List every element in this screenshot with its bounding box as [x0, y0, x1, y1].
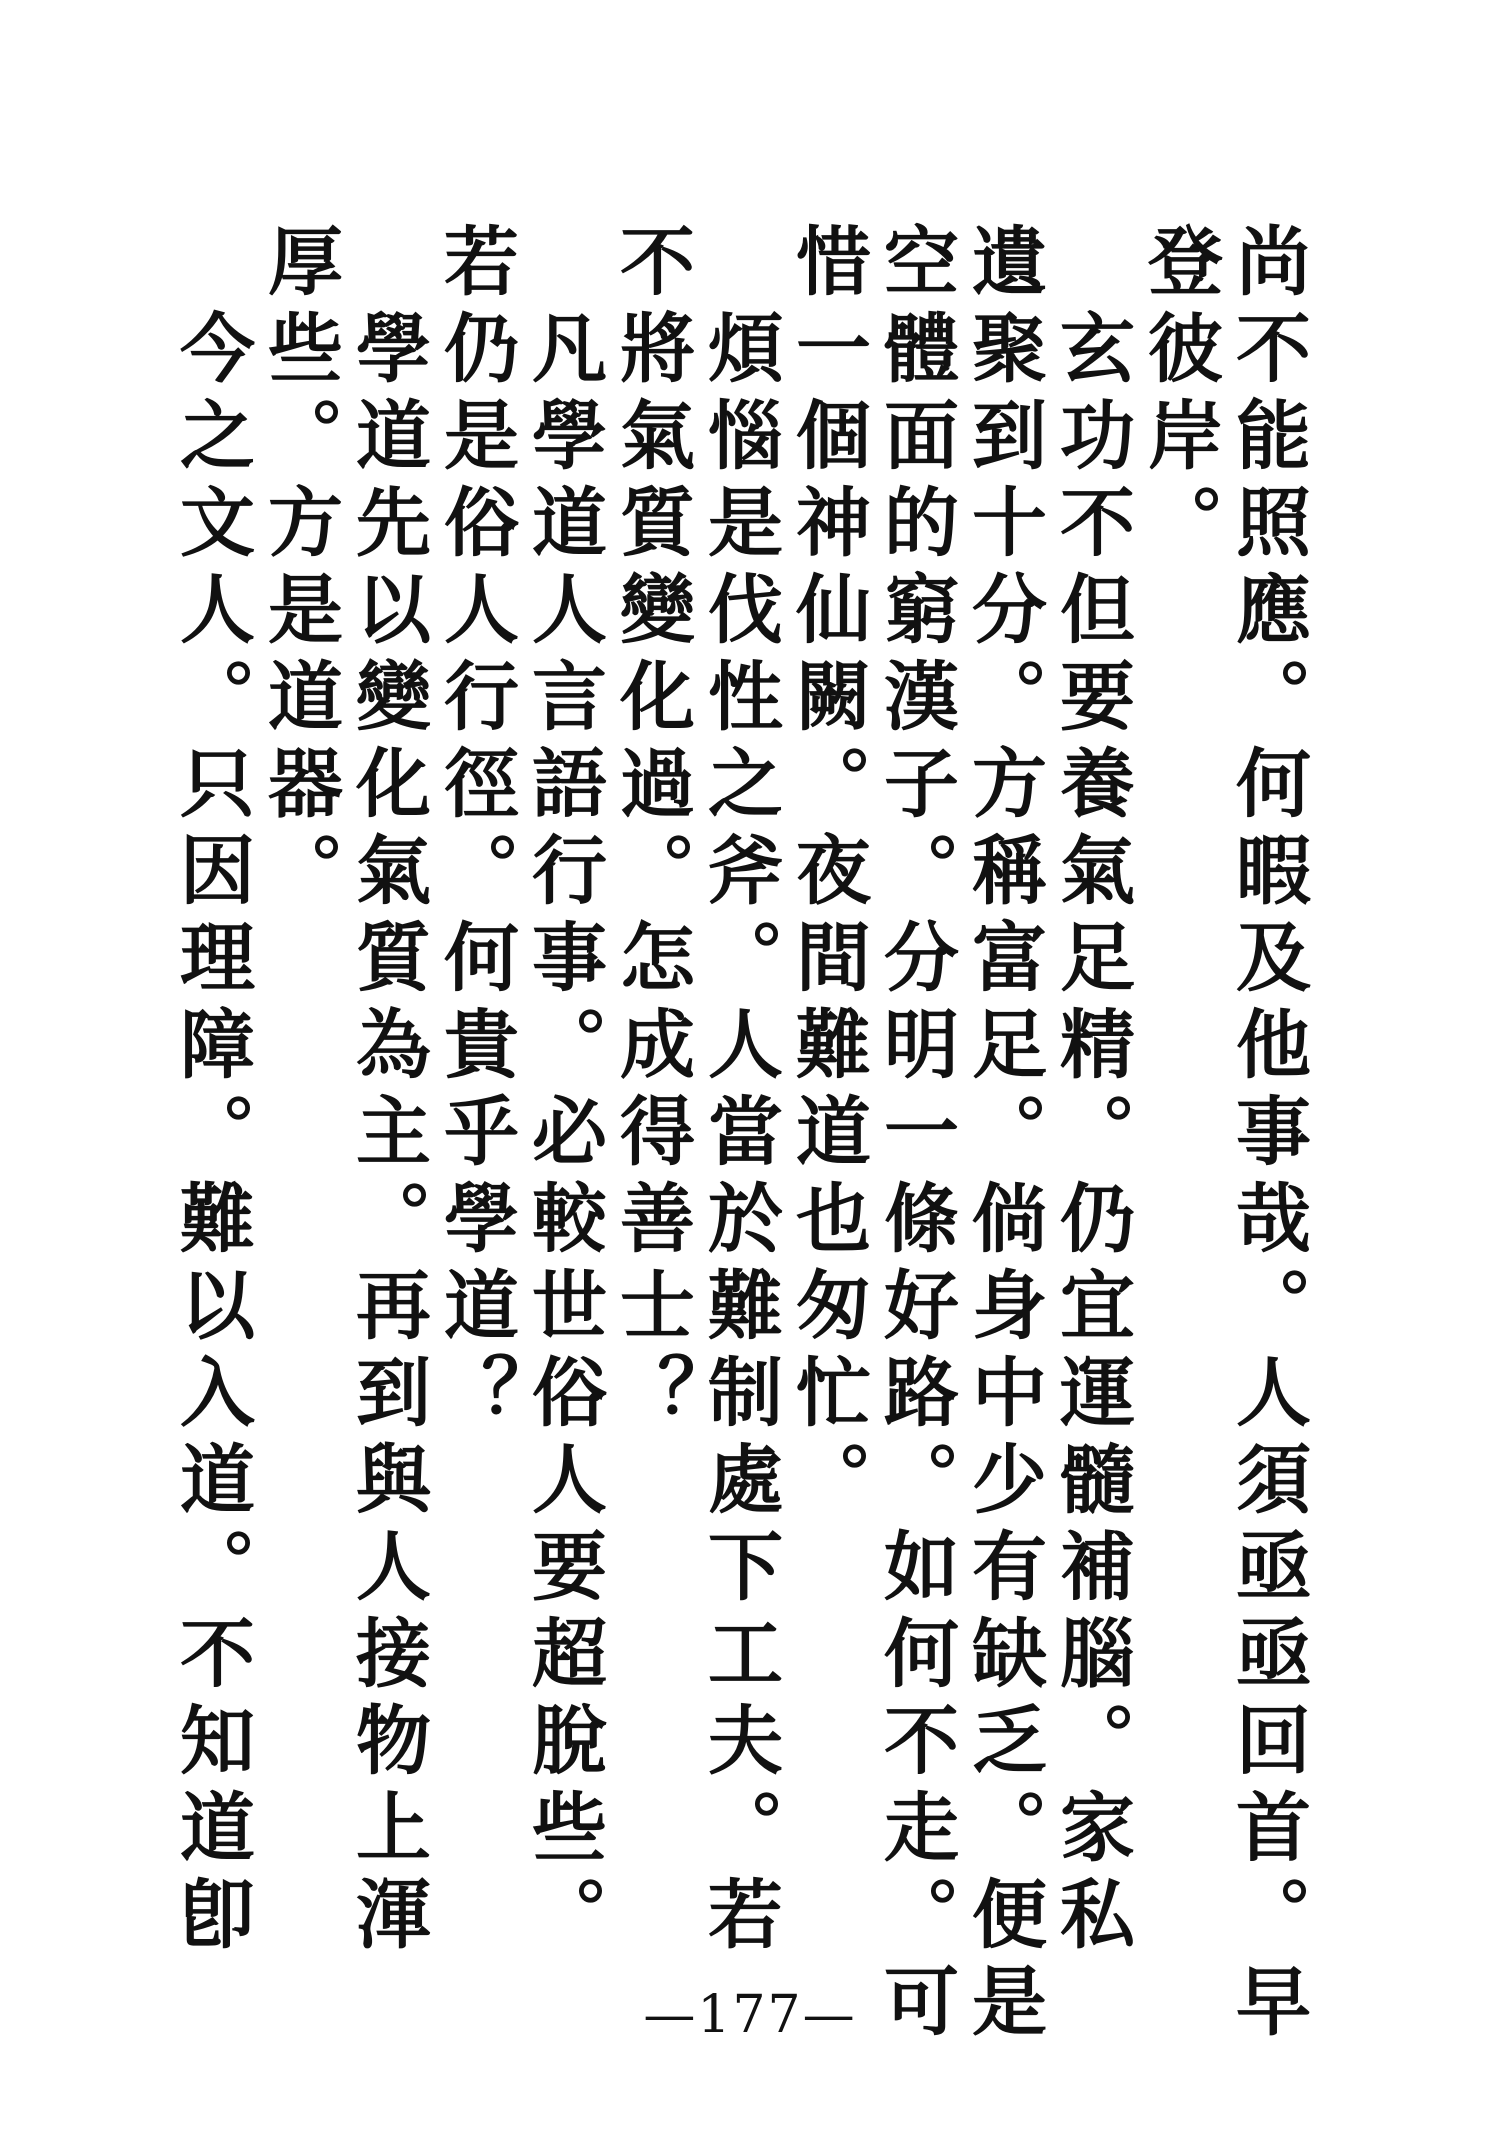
text-column: 今之文人。只因理障。難以入道。不知道卽: [168, 309, 256, 1962]
text-column: 若仍是俗人行徑。何貴乎學道？: [432, 222, 520, 1440]
text-column: 遺聚到十分。方稱富足。倘身中少有缺乏。便是: [960, 222, 1048, 2049]
text-column: 尚不能照應。何暇及他事哉。人須亟亟回首。早: [1224, 222, 1312, 2049]
text-column: 煩惱是伐性之斧。人當於難制處下工夫。若: [696, 309, 784, 1962]
text-column: 玄功不但要養氣足精。仍宜運髓補腦。家私: [1048, 309, 1136, 1962]
text-column: 凡學道人言語行事。必較世俗人要超脫些。: [520, 309, 608, 1962]
text-column: 惜一個神仙闕。夜間難道也匆忙。: [784, 222, 872, 1527]
page-number: —177—: [643, 1985, 857, 2045]
text-column: 學道先以變化氣質為主。再到與人接物上渾: [344, 309, 432, 1962]
text-column: 厚些。方是道器。: [256, 222, 344, 918]
text-column: 空體面的窮漢子。分明一條好路。如何不走。可: [872, 222, 960, 2049]
text-column: 不將氣質變化過。怎成得善士？: [608, 222, 696, 1440]
text-column: 登彼岸。: [1136, 222, 1224, 570]
